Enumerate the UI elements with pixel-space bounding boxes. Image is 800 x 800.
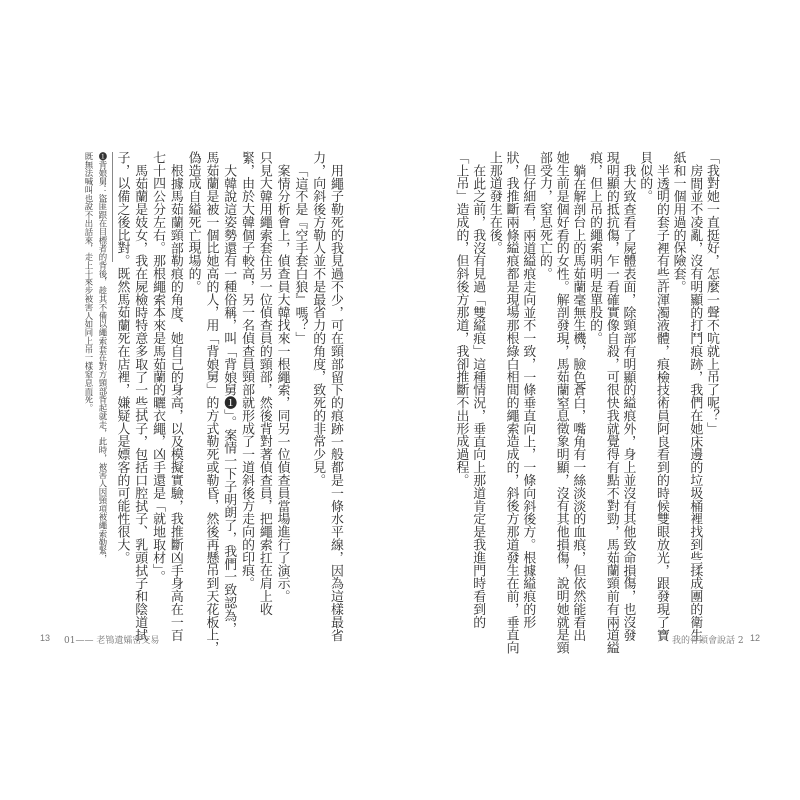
text-line: 紙和一個用過的保險套。 — [670, 151, 686, 293]
footnote-line: 既無法喊叫也說不出話來，走上十來步被害人如同上吊一樣窒息而死。 — [84, 152, 94, 413]
text-line: 七十四公分左右。那根繩索本來是馬茹蘭的曬衣繩，凶手還是「就地取材」。 — [150, 151, 166, 584]
running-title-right: 我的骨頭會說話 2 — [672, 636, 744, 646]
text-line: 她生前是個好看的女性。解剖發現，馬茹蘭窒息徵象明顯，沒有其他損傷，說明她就是頸 — [553, 151, 569, 655]
text-line: 根據馬茹蘭頸部勒痕的角度、她自己的身高，以及模擬實驗，我推斷凶手身高在一百 — [167, 163, 183, 642]
page-number-right: 12 — [750, 633, 761, 643]
text-line: 在此之前，我沒有見過「雙縊痕」這種情況，垂直向上那道肯定是我進門時看到的 — [470, 163, 486, 629]
text-line: 馬茹蘭是妓女，我在屍檢時特意多取了一些拭子，包括口腔拭子、乳頭拭子和陰道拭 — [132, 163, 148, 642]
text-line: 上那道發生在後。 — [486, 151, 502, 255]
text-line: 部受力，窒息死亡的。 — [536, 151, 552, 280]
text-line: 案情分析會上，偵查員大韓找來一根繩索，同另一位偵查員當場進行了演示。 — [274, 163, 290, 603]
text-line: 緊，由於大韓個子較高，另一名偵查員頸部就形成了一道斜後方走向的印痕。 — [239, 151, 255, 590]
running-title-left: 01—— 老鴇遺孀密交易 — [64, 636, 160, 646]
text-line: 房間並不凌亂，沒有明顯的打鬥痕跡，我們在她床邊的垃圾桶裡找到些揉成團的衛生 — [687, 163, 703, 642]
text-line: 力，向斜後方勒人並不是最省力的角度，致死的非常少見。 — [310, 151, 326, 487]
text-line: 狀，我推斷兩條縊痕都是現場那根綠白相間的繩索造成的，斜後方那道發生在前，垂直向 — [503, 151, 519, 655]
left-page-body — [113, 151, 344, 655]
text-line: 「上吊」造成的，但斜後方那道，我卻推斷不出形成過程。 — [453, 151, 469, 487]
text-line: 只見大韓用繩索套住另一位偵查員的頸部，然後背對著偵查員，把繩索扛在肩上收 — [256, 151, 272, 616]
text-line: 大韓說這姿勢還有一種俗稱，叫「背娘舅❶」。案情一下子明朗了，我們一致認為， — [221, 163, 237, 635]
text-line: 現明顯的抵抗傷，乍一看確實像自殺，可很快我就覺得有點不對勁，馬茹蘭頸前有兩道縊 — [603, 151, 619, 655]
right-page — [400, 0, 800, 800]
text-line: 痕，但上吊的繩索明明是單股的。 — [587, 151, 603, 345]
text-line: 半透明的套子裡有些許渾濁液體，痕檢技術員阿良看到的時候雙眼放光，跟發現了寶 — [653, 163, 669, 642]
text-line: 我大致查看了屍體表面，除頸部有明顯的縊痕外，身上並沒有其他致命損傷，也沒發 — [620, 163, 636, 642]
text-line: 但仔細看，兩道縊痕走向並不一致，一條垂直向上，一條向斜後方。根據縊痕的形 — [520, 163, 536, 629]
text-line: 子，以備之後比對。既然馬茹蘭死在店裡，嫌疑人是嫖客的可能性很大。 — [114, 151, 130, 564]
text-line: 躺在解剖台上的馬茹蘭毫無生機，臉色蒼白，嘴角有一絲淡淡的血痕，但依然能看出 — [570, 163, 586, 642]
footnote — [82, 152, 110, 563]
text-line: 貝似的。 — [637, 151, 653, 203]
page-number-left: 13 — [40, 633, 51, 643]
text-line: 用繩子勒死的我見過不少，可在頸部留下的痕跡一般都是一條水平線，因為這樣最省 — [328, 163, 343, 642]
footnote-line: ❶背娘舅：盜匪跟在目標者的背後，趁其不備以繩索套在對方頸部背起就走，此時，被害人因頸項被繩索勒緊， — [98, 152, 108, 564]
text-line: 馬茹蘭是被一個比她高的人，用「背娘舅」的方式勒死或勒昏，然後再懸吊到天花板上， — [203, 151, 219, 655]
text-line: 偽造成自縊死亡現場的。 — [185, 151, 201, 293]
text-line: 「我對她一直挺好，怎麼一聲不吭就上吊了呢？」 — [704, 151, 719, 435]
footnote-divider — [112, 152, 113, 262]
text-line: 「這不是『空手套白狼』嗎？」 — [292, 163, 308, 345]
